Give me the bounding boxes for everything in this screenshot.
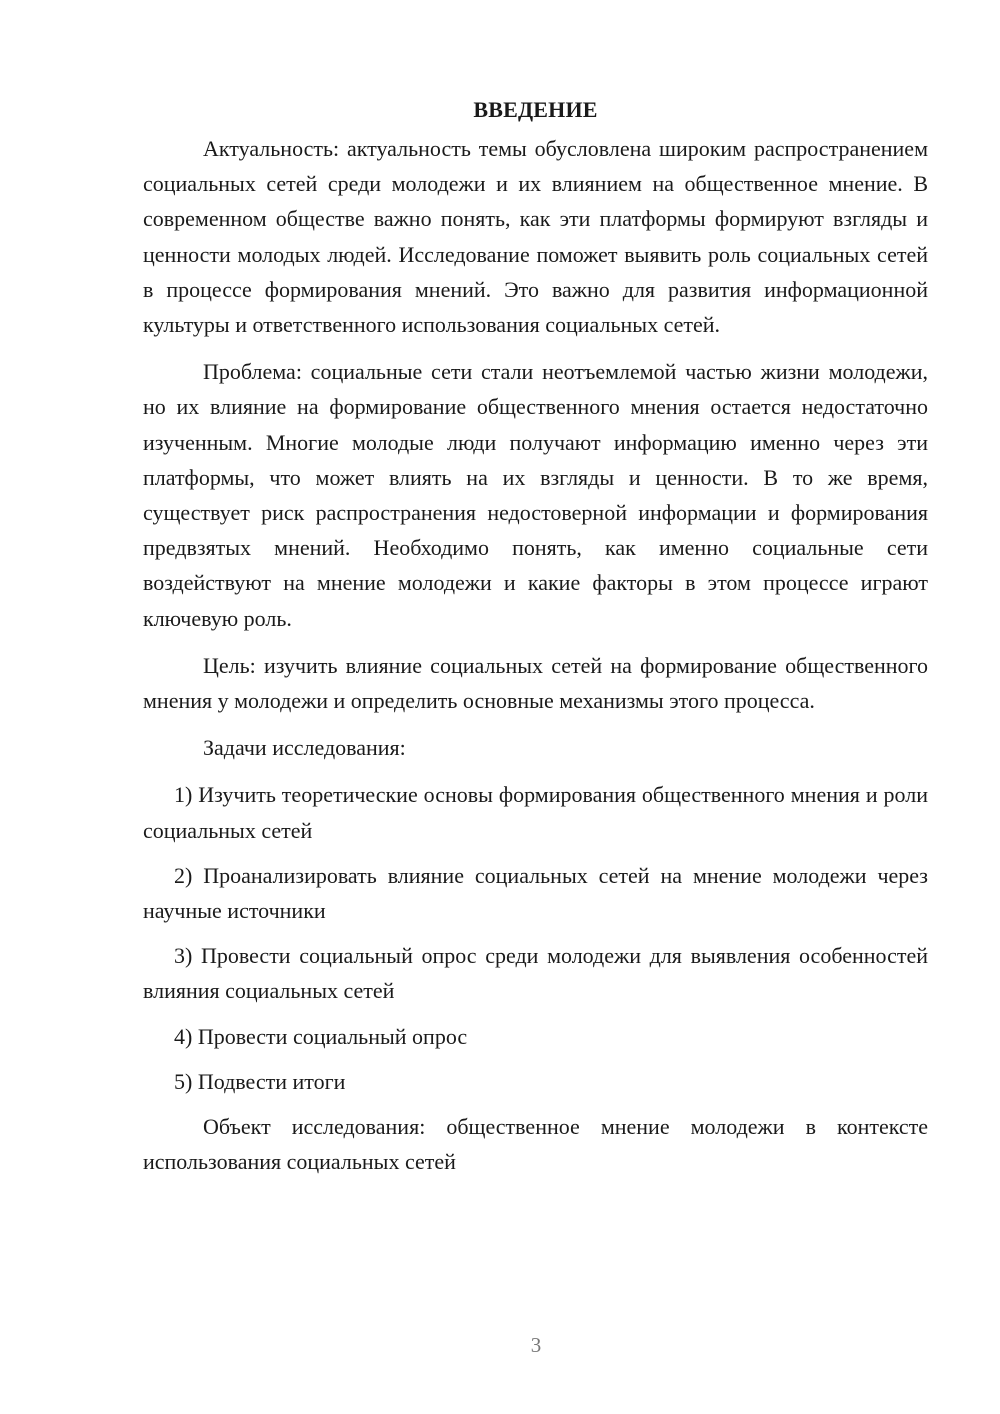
paragraph-object: Объект исследования: общественное мнение молодежи в контексте использования социальных сетей xyxy=(143,1114,928,1175)
page-number: 3 xyxy=(530,1333,542,1357)
document-page xyxy=(143,92,928,1191)
task-item-1: 1) Изучить теоретические основы формирования общественного мнения и роли социальных сетей xyxy=(143,782,928,843)
task-item-3: 3) Провести социальный опрос среди молодежи для выявления особенностей влияния социальных сетей xyxy=(143,943,928,1004)
paragraph-relevance: Актуальность: актуальность темы обусловлена широким распространением социальных сетей среди молодежи и их влиянием на общественное мнение. В современном обществе важно понять, как эти платформы формируют взгляды и ценности молодых людей. Исследование поможет выявить роль социальных сетей в процессе формирования мнений. Это важно для развития информационной культуры и ответственного использования социальных сетей. xyxy=(143,136,928,338)
section-title: ВВЕДЕНИЕ xyxy=(473,97,598,122)
paragraph-problem: Проблема: социальные сети стали неотъемлемой частью жизни молодежи, но их влияние на формирование общественного мнения остается недостаточно изученным. Многие молодые люди получают информацию именно через эти платформы, что может влиять на их взгляды и ценности. В то же время, существует риск распространения недостоверной информации и формирования предвзятых мнений. Необходимо понять, как именно социальные сети воздействуют на мнение молодежи и какие факторы в этом процессе играют ключевую роль. xyxy=(143,359,928,631)
task-item-2: 2) Проанализировать влияние социальных сетей на мнение молодежи через научные источники xyxy=(143,862,928,924)
paragraph-goal: Цель: изучить влияние социальных сетей на формирование общественного мнения у молодежи и определить основные механизмы этого процесса. xyxy=(143,652,928,714)
tasks-heading: Задачи исследования: xyxy=(203,735,406,761)
task-item-5: 5) Подвести итоги xyxy=(174,1068,346,1094)
task-item-4: 4) Провести социальный опрос xyxy=(174,1023,468,1049)
